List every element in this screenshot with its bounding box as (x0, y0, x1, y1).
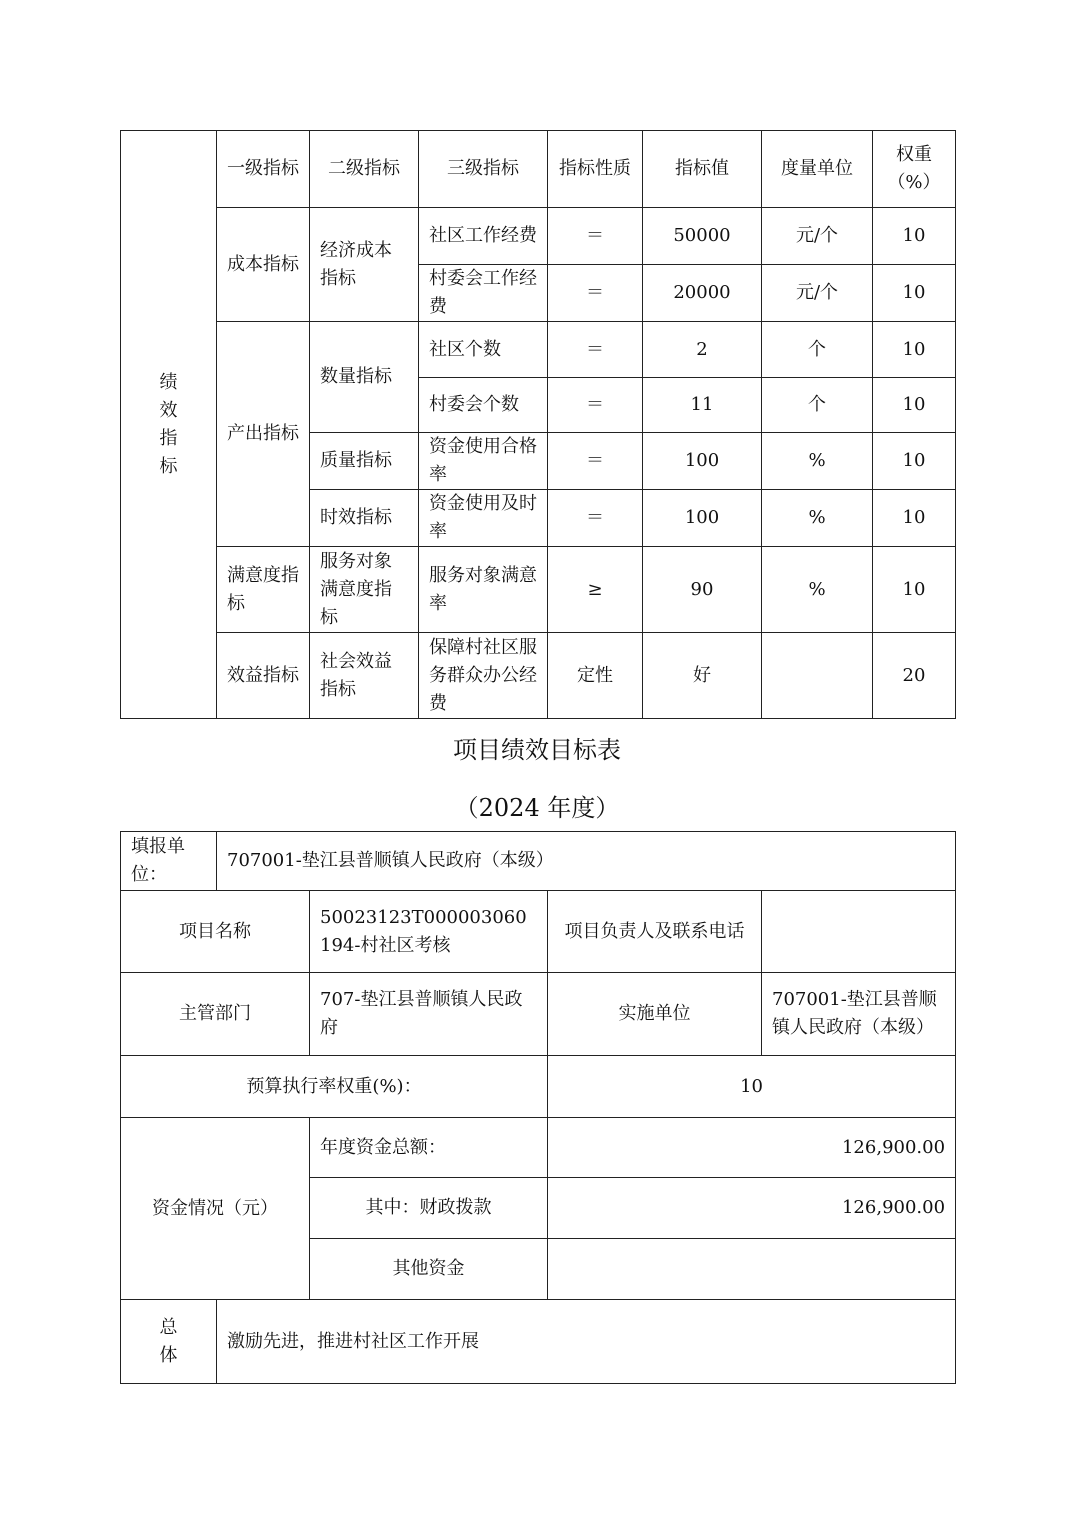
table-row (121, 208, 956, 265)
impl-value: 707001-垫江县普顺镇人民政府（本级） (762, 973, 956, 1056)
table-row (121, 322, 956, 378)
indicator-unit: 元/个 (762, 265, 873, 322)
overall-label-cell (121, 1300, 217, 1384)
header-level2: 二级指标 (310, 131, 419, 208)
indicator-value: 11 (643, 378, 762, 433)
indicator-nature: ＝ (548, 322, 643, 378)
document-year: （2024 年度） (454, 794, 620, 822)
project-info-table (120, 831, 956, 1384)
sub-service-satisfaction: 服务对象满意度指标 (310, 547, 419, 633)
annual-total-label: 年度资金总额： (310, 1118, 548, 1178)
indicator-value: 100 (643, 433, 762, 490)
annual-total-value: 126,900.00 (548, 1118, 956, 1178)
other-value (548, 1239, 956, 1300)
indicator-unit: 个 (762, 378, 873, 433)
indicator-value: 90 (643, 547, 762, 633)
indicator-unit: 个 (762, 322, 873, 378)
performance-indicator-table (120, 130, 956, 719)
indicator-weight: 10 (873, 208, 956, 265)
indicator-unit (762, 633, 873, 719)
header-level1: 一级指标 (217, 131, 310, 208)
indicator-weight: 20 (873, 633, 956, 719)
indicator-name: 村委会工作经费 (419, 265, 548, 322)
indicator-weight: 10 (873, 490, 956, 547)
overall-value: 激励先进，推进村社区工作开展 (217, 1300, 956, 1384)
indicator-nature: ＝ (548, 433, 643, 490)
sub-economic-cost: 经济成本指标 (310, 208, 419, 322)
indicator-value: 2 (643, 322, 762, 378)
sub-social-benefit: 社会效益指标 (310, 633, 419, 719)
impl-label: 实施单位 (548, 973, 762, 1056)
document-title: 项目绩效目标表 (453, 736, 621, 764)
indicator-unit: 元/个 (762, 208, 873, 265)
project-name-value: 50023123T000003060194-村社区考核 (310, 891, 548, 973)
sub-timeliness: 时效指标 (310, 490, 419, 547)
group-output: 产出指标 (217, 322, 310, 547)
indicator-name: 资金使用合格率 (419, 433, 548, 490)
group-benefit: 效益指标 (217, 633, 310, 719)
indicator-nature: 定性 (548, 633, 643, 719)
indicator-weight: 10 (873, 433, 956, 490)
indicator-unit: % (762, 433, 873, 490)
indicator-name: 社区个数 (419, 322, 548, 378)
indicator-weight: 10 (873, 378, 956, 433)
fiscal-label: 其中：财政拨款 (310, 1178, 548, 1239)
indicator-weight: 10 (873, 547, 956, 633)
indicator-unit: % (762, 547, 873, 633)
indicator-value: 好 (643, 633, 762, 719)
indicator-nature: ≥ (548, 547, 643, 633)
section-label: 绩效指标 (159, 371, 178, 477)
header-weight: 权重（%） (873, 131, 956, 208)
sub-quantity: 数量指标 (310, 322, 419, 433)
indicator-value: 20000 (643, 265, 762, 322)
header-nature: 指标性质 (548, 131, 643, 208)
header-unit: 度量单位 (762, 131, 873, 208)
contact-value (762, 891, 956, 973)
funds-label: 资金情况（元） (121, 1118, 310, 1300)
contact-label: 项目负责人及联系电话 (548, 891, 762, 973)
indicator-name: 村委会个数 (419, 378, 548, 433)
group-cost: 成本指标 (217, 208, 310, 322)
overall-label: 总体 (159, 1316, 178, 1366)
indicator-value: 50000 (643, 208, 762, 265)
table-row (121, 547, 956, 633)
project-name-label: 项目名称 (121, 891, 310, 973)
budget-rate-label: 预算执行率权重(%)： (121, 1056, 548, 1118)
header-value: 指标值 (643, 131, 762, 208)
section-label-cell (121, 131, 217, 719)
unit-label: 填报单位： (121, 832, 217, 891)
indicator-nature: ＝ (548, 378, 643, 433)
sub-quality: 质量指标 (310, 433, 419, 490)
other-label: 其他资金 (310, 1239, 548, 1300)
fiscal-value: 126,900.00 (548, 1178, 956, 1239)
indicator-name: 资金使用及时率 (419, 490, 548, 547)
dept-value: 707-垫江县普顺镇人民政府 (310, 973, 548, 1056)
indicator-nature: ＝ (548, 490, 643, 547)
indicator-nature: ＝ (548, 208, 643, 265)
indicator-name: 保障村社区服务群众办公经费 (419, 633, 548, 719)
budget-rate-value: 10 (548, 1056, 956, 1118)
indicator-weight: 10 (873, 322, 956, 378)
unit-value: 707001-垫江县普顺镇人民政府（本级） (217, 832, 956, 891)
indicator-name: 服务对象满意率 (419, 547, 548, 633)
group-satisfaction: 满意度指标 (217, 547, 310, 633)
indicator-unit: % (762, 490, 873, 547)
header-level3: 三级指标 (419, 131, 548, 208)
indicator-value: 100 (643, 490, 762, 547)
indicator-nature: ＝ (548, 265, 643, 322)
indicator-weight: 10 (873, 265, 956, 322)
table-row (121, 633, 956, 719)
indicator-name: 社区工作经费 (419, 208, 548, 265)
dept-label: 主管部门 (121, 973, 310, 1056)
